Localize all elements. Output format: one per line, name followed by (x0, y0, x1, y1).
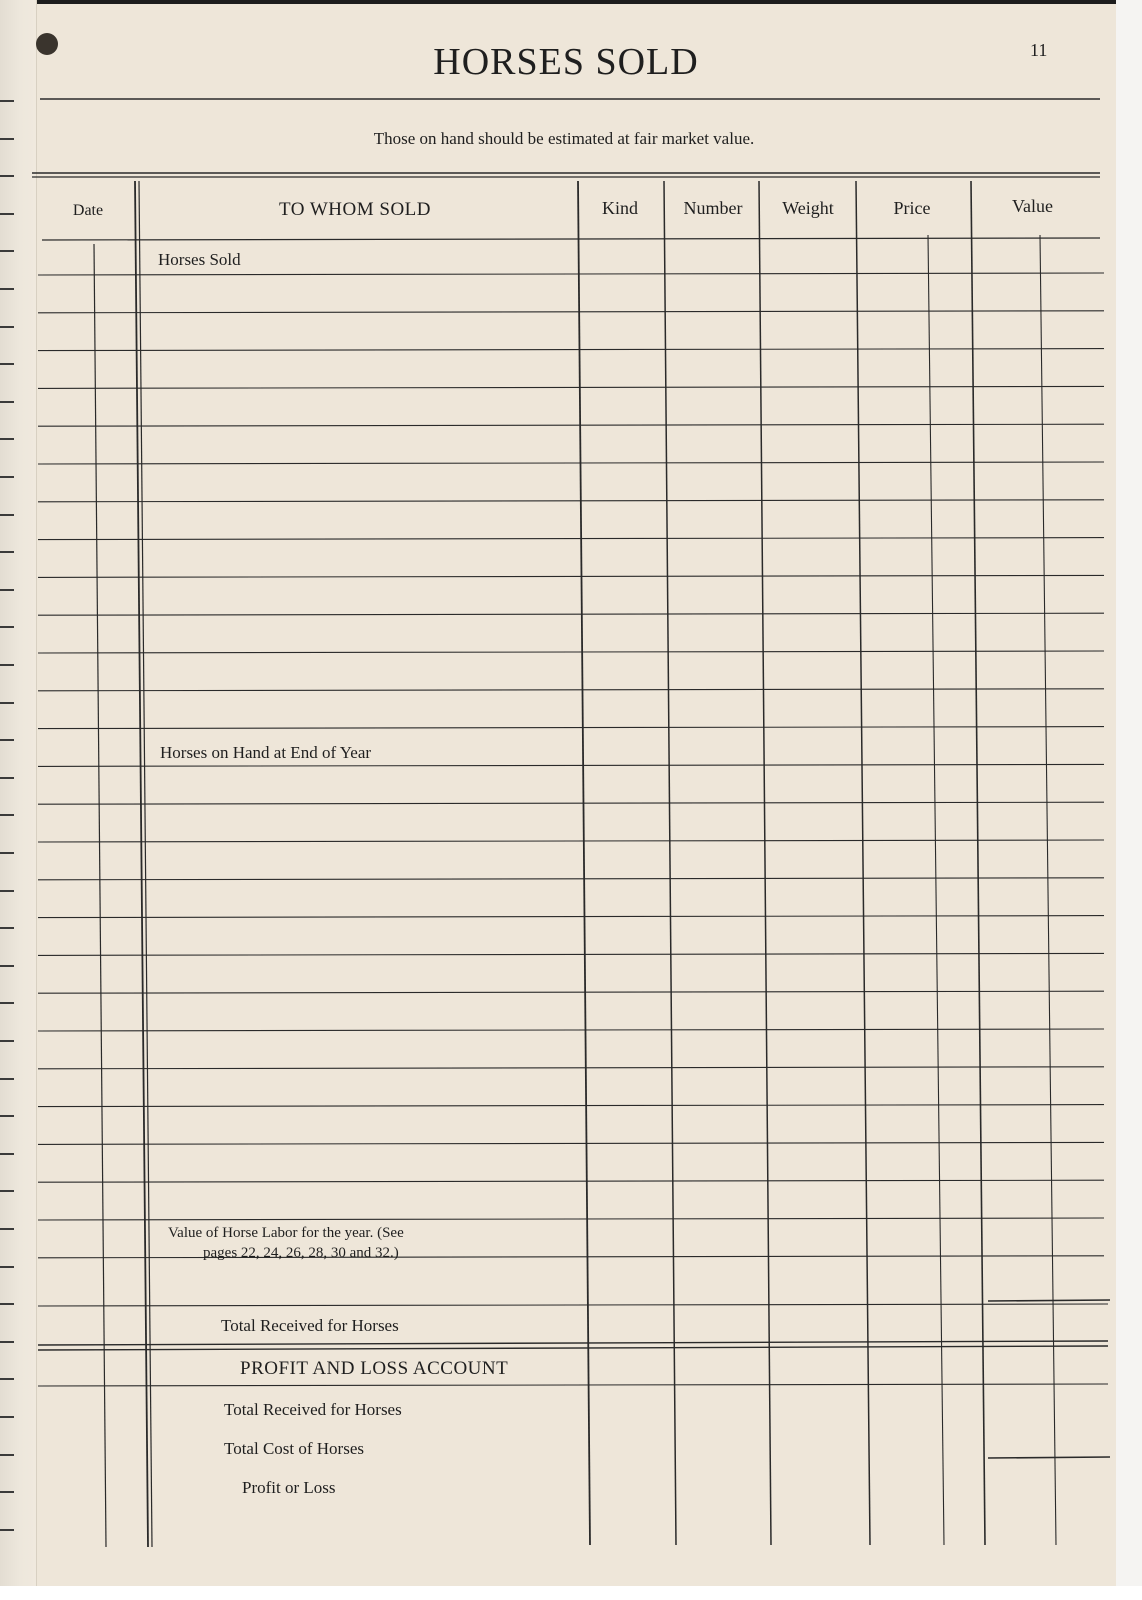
section-label-horses-sold: Horses Sold (158, 250, 241, 269)
column-rule (928, 235, 944, 1545)
column-header-to-whom-sold: TO WHOM SOLD (278, 199, 432, 220)
row-rule (38, 991, 1104, 993)
row-rule (38, 349, 1104, 351)
value-total-rule (988, 1300, 1110, 1301)
row-rule (38, 840, 1104, 842)
row-rule (38, 613, 1104, 615)
column-rule (94, 244, 106, 1547)
row-rule (38, 1180, 1104, 1182)
row-rule (38, 1256, 1104, 1258)
column-header-value: Value (1012, 196, 1053, 216)
column-header-number: Number (683, 198, 743, 218)
total-received-label: Total Received for Horses (221, 1316, 399, 1335)
column-rule (664, 181, 676, 1545)
value-total-rule (988, 1457, 1110, 1458)
row-rule (38, 878, 1104, 880)
row-rule (38, 500, 1104, 502)
row-rule (38, 462, 1104, 464)
section-label-horses-on-hand: Horses on Hand at End of Year (160, 743, 372, 762)
row-rule (38, 916, 1104, 918)
column-header-price: Price (893, 198, 931, 218)
row-rule (38, 424, 1104, 426)
pl-total-received-label: Total Received for Horses (224, 1400, 402, 1419)
column-header-date: Date (72, 202, 104, 219)
row-rule (38, 1142, 1104, 1144)
row-rule (38, 727, 1104, 729)
row-rule (38, 1218, 1104, 1220)
column-rule (759, 181, 771, 1545)
row-rule (38, 1384, 1108, 1386)
row-rule (38, 764, 1104, 766)
column-header-kind: Kind (602, 198, 638, 218)
row-rule (38, 311, 1104, 313)
row-rule (38, 1029, 1104, 1031)
total-rule (38, 1346, 1108, 1350)
row-rule (38, 1105, 1104, 1107)
page-subtitle: Those on hand should be estimated at fair market value. (373, 129, 755, 148)
row-rule (38, 689, 1104, 691)
row-rule (38, 651, 1104, 653)
row-rule (38, 1304, 1108, 1306)
row-rule (38, 575, 1104, 577)
row-rule (38, 802, 1104, 804)
column-rule (1040, 235, 1056, 1545)
header-bottom-rule (42, 238, 1100, 240)
pl-profit-or-loss-label: Profit or Loss (242, 1478, 336, 1497)
row-rule (38, 538, 1104, 540)
pl-total-cost-label: Total Cost of Horses (224, 1439, 364, 1458)
page-title: HORSES SOLD (433, 41, 699, 83)
horse-labor-label-line1: Value of Horse Labor for the year. (See (168, 1225, 404, 1241)
row-rule (38, 953, 1104, 955)
column-rule (856, 181, 870, 1545)
profit-loss-title: PROFIT AND LOSS ACCOUNT (240, 1358, 509, 1379)
column-rule (578, 181, 590, 1545)
column-rule (971, 181, 985, 1545)
row-rule (38, 273, 1104, 275)
page-number: 11 (1030, 40, 1048, 60)
total-rule (38, 1341, 1108, 1345)
column-header-weight: Weight (782, 198, 834, 218)
row-rule (38, 1067, 1104, 1069)
row-rule (38, 386, 1104, 388)
horse-labor-label-line2: pages 22, 24, 26, 28, 30 and 32.) (203, 1245, 399, 1261)
